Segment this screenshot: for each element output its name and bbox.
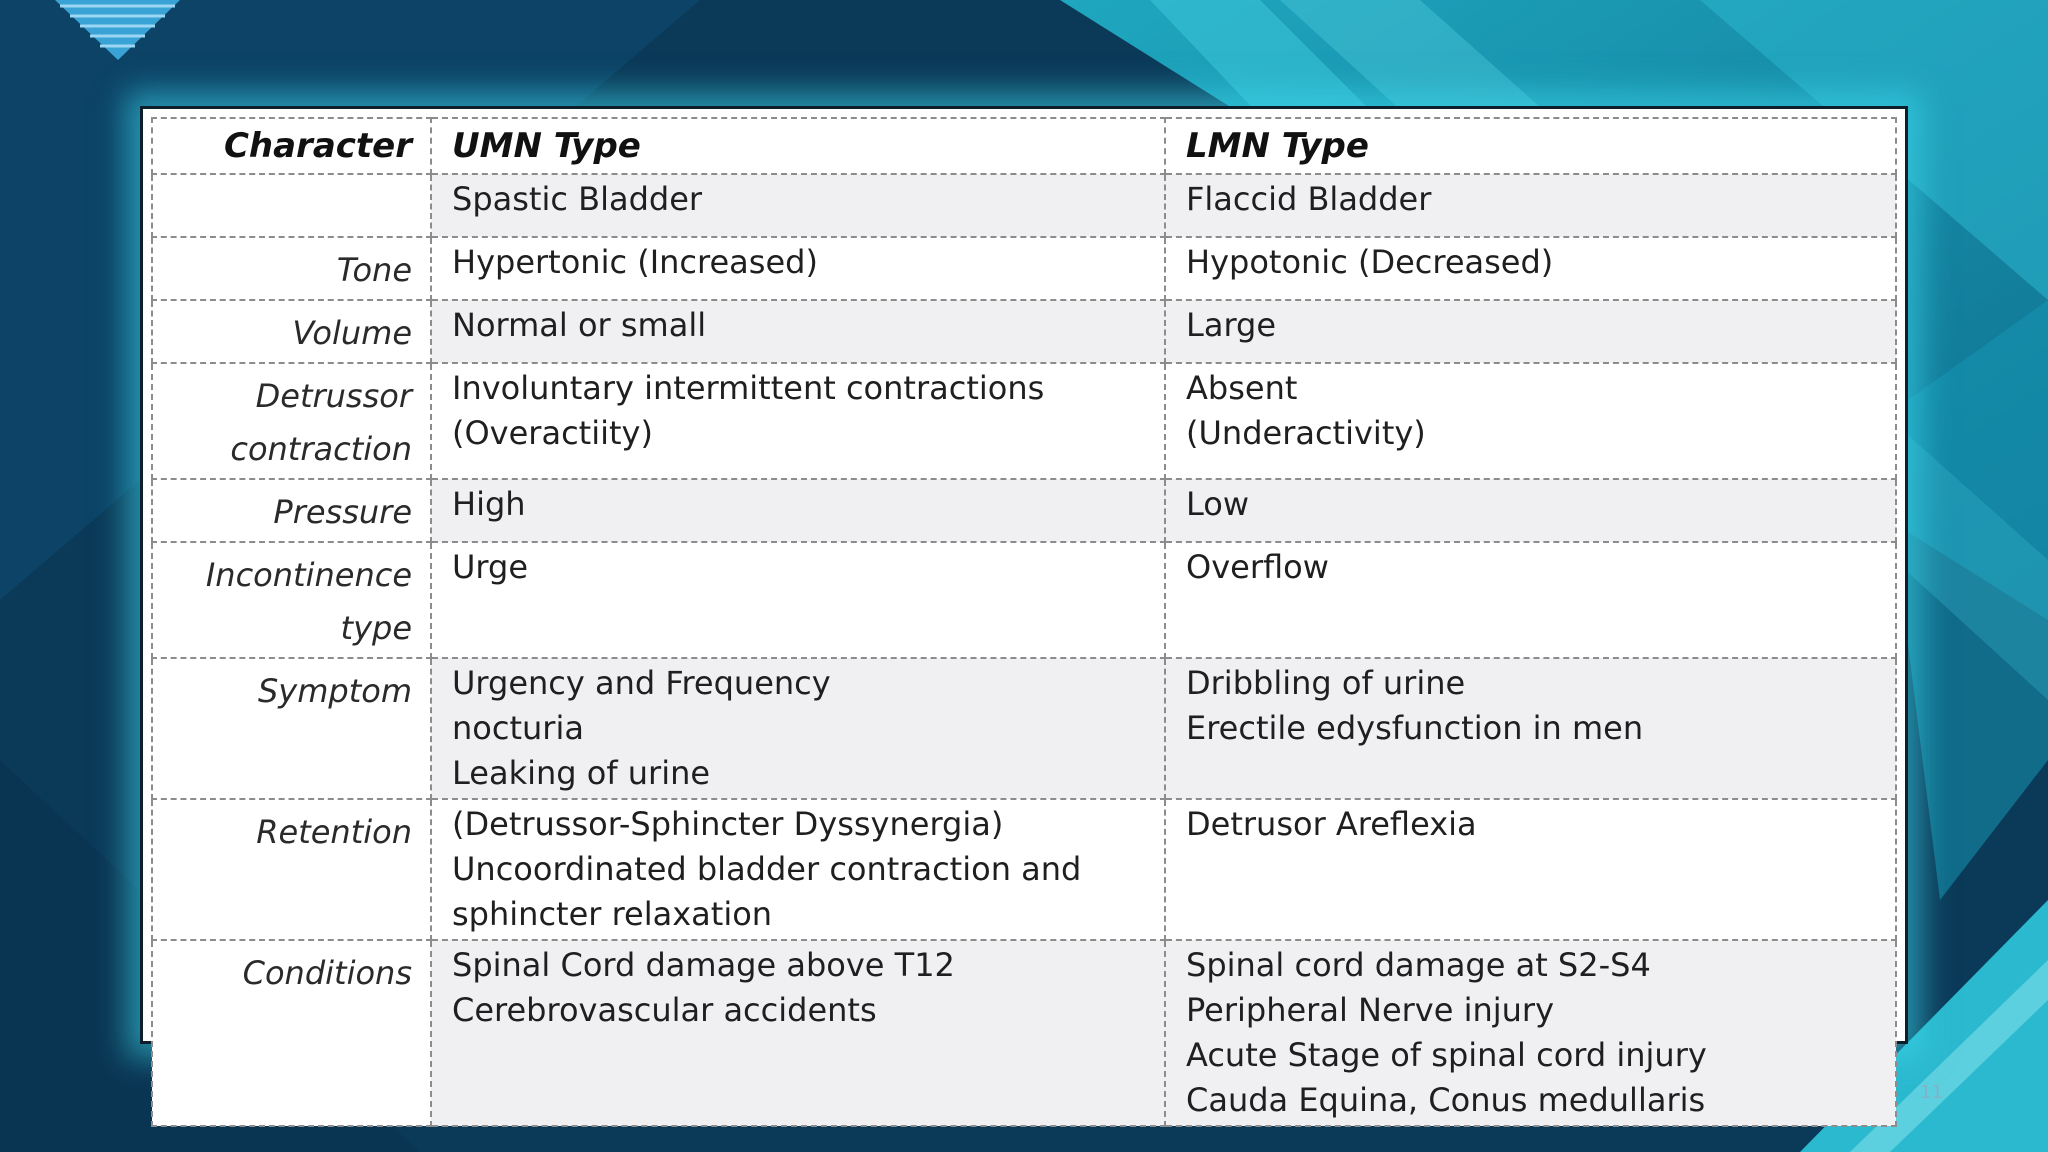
cell-line: Large — [1186, 306, 1277, 344]
cell-lmn — [1165, 174, 1896, 237]
cell-line: Peripheral Nerve injury — [1186, 991, 1555, 1029]
cell-line: Leaking of urine — [452, 754, 711, 792]
cell-character — [152, 799, 431, 940]
table-row-conditions — [152, 940, 1896, 1126]
cell-character — [152, 237, 431, 300]
table-row-tone — [152, 237, 1896, 300]
cell-line: (Overactiity) — [452, 414, 653, 452]
cell-line: Detrussor — [255, 377, 412, 415]
table-row-symptom — [152, 658, 1896, 799]
cell-line: nocturia — [452, 709, 584, 747]
cell-line: Detrusor Areflexia — [1186, 805, 1477, 843]
table-row-detrussor-contraction — [152, 363, 1896, 479]
comparison-table-frame — [140, 106, 1908, 1119]
cell-line: Erectile edysfunction in men — [1186, 709, 1644, 747]
cell-line: Tone — [336, 251, 412, 289]
header-umn-type: UMN Type — [431, 118, 1165, 174]
bladder-comparison-table — [151, 117, 1897, 1127]
cell-umn — [431, 940, 1165, 1126]
cell-line: Pressure — [273, 493, 412, 531]
cell-line: (Detrussor-Sphincter Dyssynergia) — [452, 805, 1004, 843]
table-row-incontinence-type — [152, 542, 1896, 658]
cell-line: Incontinence — [205, 556, 412, 594]
cell-umn — [431, 799, 1165, 940]
cell-line: Urge — [452, 548, 529, 586]
slide-number: 11 — [1920, 1082, 1943, 1103]
cell-lmn — [1165, 237, 1896, 300]
cell-lmn — [1165, 658, 1896, 799]
table-row-pressure — [152, 479, 1896, 542]
table-header-row — [152, 118, 1896, 174]
cell-umn — [431, 479, 1165, 542]
cell-line: Normal or small — [452, 306, 707, 344]
cell-line: contraction — [230, 430, 412, 468]
cell-umn — [431, 658, 1165, 799]
cell-line — [173, 181, 412, 234]
cell-character — [152, 542, 431, 658]
cell-line: Retention — [256, 813, 412, 851]
table-row-bladder-type — [152, 174, 1896, 237]
cell-line: Spastic Bladder — [452, 180, 703, 218]
cell-line: Symptom — [257, 672, 412, 710]
cell-lmn — [1165, 940, 1896, 1126]
cell-line: Cerebrovascular accidents — [452, 991, 877, 1029]
cell-line: Overflow — [1186, 548, 1329, 586]
cell-umn — [431, 300, 1165, 363]
cell-umn — [431, 542, 1165, 658]
cell-line: type — [340, 609, 412, 647]
cell-line: Conditions — [242, 954, 412, 992]
cell-character — [152, 658, 431, 799]
cell-lmn — [1165, 300, 1896, 363]
cell-line: Urgency and Frequency — [452, 664, 831, 702]
cell-line: High — [452, 485, 526, 523]
header-lmn-type: LMN Type — [1165, 118, 1896, 174]
cell-umn — [431, 363, 1165, 479]
cell-line: Hypotonic (Decreased) — [1186, 243, 1554, 281]
cell-line: Involuntary intermittent contractions — [452, 369, 1045, 407]
cell-character — [152, 940, 431, 1126]
cell-line: Hypertonic (Increased) — [452, 243, 818, 281]
cell-character — [152, 479, 431, 542]
cell-umn — [431, 237, 1165, 300]
cell-line: Dribbling of urine — [1186, 664, 1466, 702]
cell-umn — [431, 174, 1165, 237]
cell-character — [152, 174, 431, 237]
cell-lmn — [1165, 363, 1896, 479]
cell-line: Uncoordinated bladder contraction and — [452, 850, 1082, 888]
cell-character — [152, 363, 431, 479]
cell-line: Acute Stage of spinal cord injury — [1186, 1036, 1707, 1074]
cell-line: (Underactivity) — [1186, 414, 1426, 452]
cell-character — [152, 300, 431, 363]
cell-line: Absent — [1186, 369, 1298, 407]
cell-line: Volume — [292, 314, 412, 352]
cell-line: sphincter relaxation — [452, 895, 773, 933]
header-character: Character — [152, 118, 431, 174]
table-row-volume — [152, 300, 1896, 363]
cell-lmn — [1165, 799, 1896, 940]
table-row-retention — [152, 799, 1896, 940]
cell-line: Cauda Equina, Conus medullaris — [1186, 1081, 1706, 1119]
cell-line: Spinal cord damage at S2-S4 — [1186, 946, 1651, 984]
cell-line: Spinal Cord damage above T12 — [452, 946, 955, 984]
cell-line: Flaccid Bladder — [1186, 180, 1432, 218]
cell-line: Low — [1186, 485, 1250, 523]
cell-lmn — [1165, 479, 1896, 542]
cell-lmn — [1165, 542, 1896, 658]
